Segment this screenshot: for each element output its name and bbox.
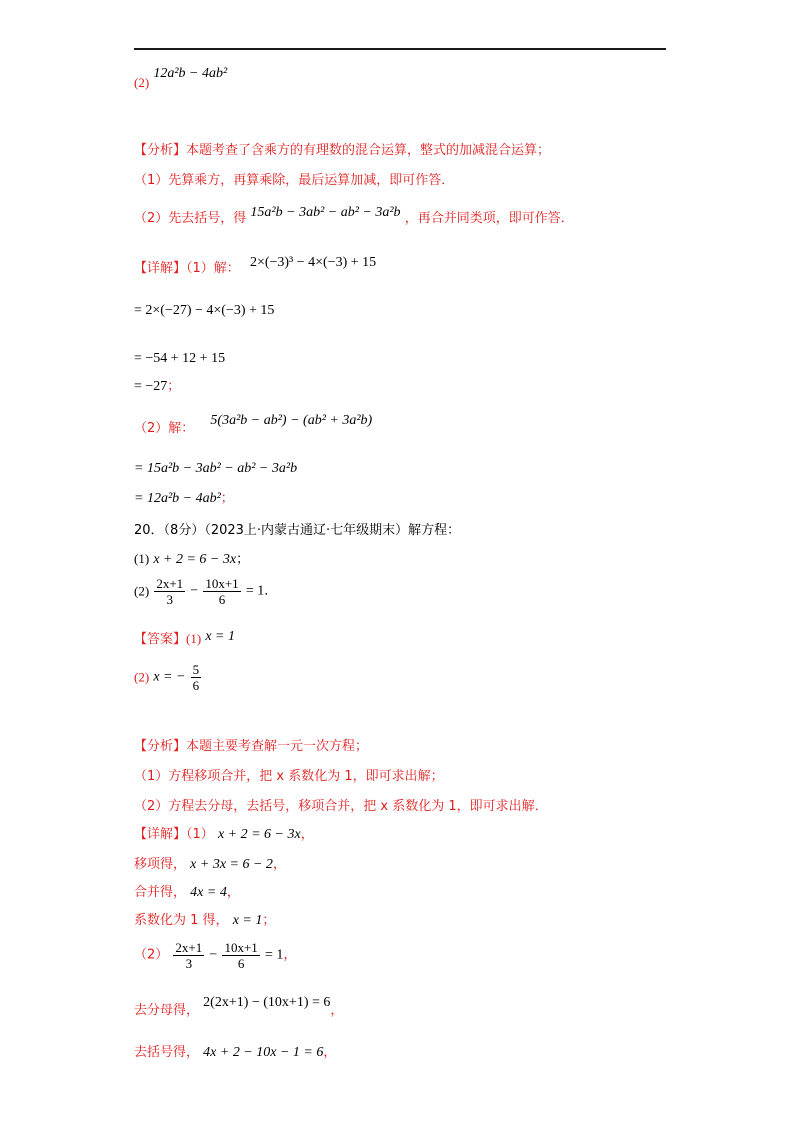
detail2-part2-end: ， (283, 947, 297, 963)
detail2-frac1-denominator: 3 (185, 956, 193, 971)
q2-minus: − (190, 583, 199, 599)
answer20-a2-denominator: 6 (192, 678, 200, 693)
analysis2-p1: （1）方程移项合并，把 x 系数化为 1，即可求出解； (134, 769, 444, 784)
answer20-a2-label: (2) (134, 669, 150, 685)
detail1-part2-line (134, 413, 373, 438)
detail1-step-4: = 15a²b − 3ab² − ab² − 3a²b (134, 461, 298, 476)
q2-frac2-denominator: 6 (218, 592, 226, 607)
detail2-s3-expr: x = 1 (232, 913, 263, 928)
q2-fraction-1 (154, 576, 185, 607)
answer20-heading: 【答案】 (134, 632, 187, 647)
analysis1-p2-pre: （2）先去括号，得 (134, 211, 247, 226)
detail2-s5-end: ， (323, 1045, 337, 1060)
detail2-s3-label: 系数化为 1 得， (134, 913, 229, 928)
detail2-s2-label: 合并得， (134, 885, 187, 900)
detail1-step-2: = −54 + 12 + 15 (134, 351, 226, 366)
detail1-line (134, 255, 377, 278)
detail2-frac2-denominator: 6 (237, 956, 245, 971)
answer20-a2-numerator: 5 (192, 662, 200, 677)
detail1-step-5-end: ； (220, 491, 234, 506)
analysis1-p2 (134, 205, 574, 228)
detail2-s2-expr: 4x = 4 (190, 885, 227, 900)
detail1-step-3-line (134, 378, 180, 396)
question20-header: 20．（8分）（2023上·内蒙古通辽·七年级期末）解方程： (134, 523, 461, 538)
answer20-a2-lhs: x = − (153, 669, 186, 685)
answer20-a1-label: (1) (186, 631, 202, 646)
answer20-a1-expr: x = 1 (205, 629, 235, 644)
header-rule (134, 48, 666, 50)
q2-frac2-numerator: 10x+1 (205, 576, 239, 591)
detail2-step-move (134, 856, 286, 874)
analysis1-line (134, 142, 550, 160)
analysis2-heading: 【分析】 (134, 739, 187, 754)
detail2-part2-line (134, 940, 296, 971)
question20-q2 (134, 576, 277, 607)
detail2-step-brackets (134, 1044, 336, 1062)
analysis2-text: 本题主要考查解一元一次方程； (186, 739, 369, 754)
q2-frac1-numerator: 2x+1 (156, 576, 184, 591)
analysis1-p2-post: ，再合并同类项，即可作答． (404, 211, 574, 226)
analysis1-p2-expr: 15a²b − 3ab² − ab² − 3a²b (250, 205, 401, 220)
q2-fraction-2 (203, 576, 240, 607)
analysis2-line (134, 738, 368, 756)
detail2-step-combine (134, 884, 240, 902)
detail2-part1-label: （1） (186, 827, 214, 842)
detail1-step-3: = −27 (134, 379, 168, 394)
detail2-s5-label: 去括号得， (134, 1045, 200, 1060)
detail2-frac2-numerator: 10x+1 (224, 940, 258, 955)
detail2-step-coef (134, 912, 275, 930)
top-answer-expr: 12a²b − 4ab² (153, 66, 228, 81)
detail1-heading: 【详解】 (134, 261, 187, 276)
detail2-step-denominator (134, 995, 344, 1020)
detail2-s4-expr: 2(2x+1) − (10x+1) = 6 (203, 995, 331, 1010)
top-answer-line (134, 64, 228, 90)
detail1-step-3-end: ； (167, 379, 181, 394)
detail1-part2-label: （2）解： (134, 421, 195, 436)
q2-end: ． (264, 583, 278, 599)
analysis1-p1: （1）先算乘方，再算乘除，最后运算加减，即可作答． (134, 173, 455, 188)
detail2-heading: 【详解】 (134, 827, 187, 842)
detail2-s1-expr: x + 3x = 6 − 2 (190, 857, 273, 872)
q1-label: (1) (134, 551, 150, 566)
detail2-part1-end: ， (300, 827, 314, 842)
detail2-s1-label: 移项得， (134, 857, 187, 872)
analysis1-text: 本题考查了含乘方的有理数的混合运算，整式的加减混合运算； (186, 143, 551, 158)
detail2-s2-end: ， (226, 885, 240, 900)
detail2-frac1-numerator: 2x+1 (175, 940, 203, 955)
detail2-s3-end: ； (262, 913, 276, 928)
detail2-line (134, 826, 314, 844)
detail1-step-5: = 12a²b − 4ab² (134, 491, 221, 506)
detail2-s4-end: ， (330, 1003, 344, 1018)
detail2-part1-expr: x + 2 = 6 − 3x (217, 827, 301, 842)
detail1-step-5-line (134, 490, 234, 508)
answer20-a2-fraction (191, 662, 202, 693)
top-answer-label: (2) (134, 75, 150, 90)
analysis1-heading: 【分析】 (134, 143, 187, 158)
q1-expr: x + 2 = 6 − 3x (153, 552, 237, 567)
detail2-s5-expr: 4x + 2 − 10x − 1 = 6 (203, 1045, 324, 1060)
detail1-part1-label: （1）解： (186, 261, 240, 276)
q2-label: (2) (134, 583, 150, 599)
question20-q1 (134, 550, 249, 569)
answer20-a2-line (134, 662, 202, 693)
detail2-rhs: = 1 (264, 947, 284, 963)
detail2-s4-label: 去分母得， (134, 1003, 200, 1018)
detail2-s1-end: ， (272, 857, 286, 872)
analysis2-p2: （2）方程去分母，去括号，移项合并，把 x 系数化为 1，即可求出解． (134, 799, 548, 814)
q1-end: ； (236, 552, 250, 567)
answer20-line (134, 630, 235, 649)
detail2-part2-label: （2） (134, 947, 169, 963)
detail1-step-1: = 2×(−27) − 4×(−3) + 15 (134, 303, 275, 318)
q2-rhs: = 1 (245, 583, 265, 599)
detail1-part1-expr: 2×(−3)³ − 4×(−3) + 15 (249, 255, 377, 270)
detail2-fraction-1 (173, 940, 204, 971)
detail2-fraction-2 (222, 940, 259, 971)
detail1-part2-expr: 5(3a²b − ab²) − (ab² + 3a²b) (210, 413, 373, 428)
q2-frac1-denominator: 3 (166, 592, 173, 607)
detail2-minus: − (209, 947, 218, 963)
